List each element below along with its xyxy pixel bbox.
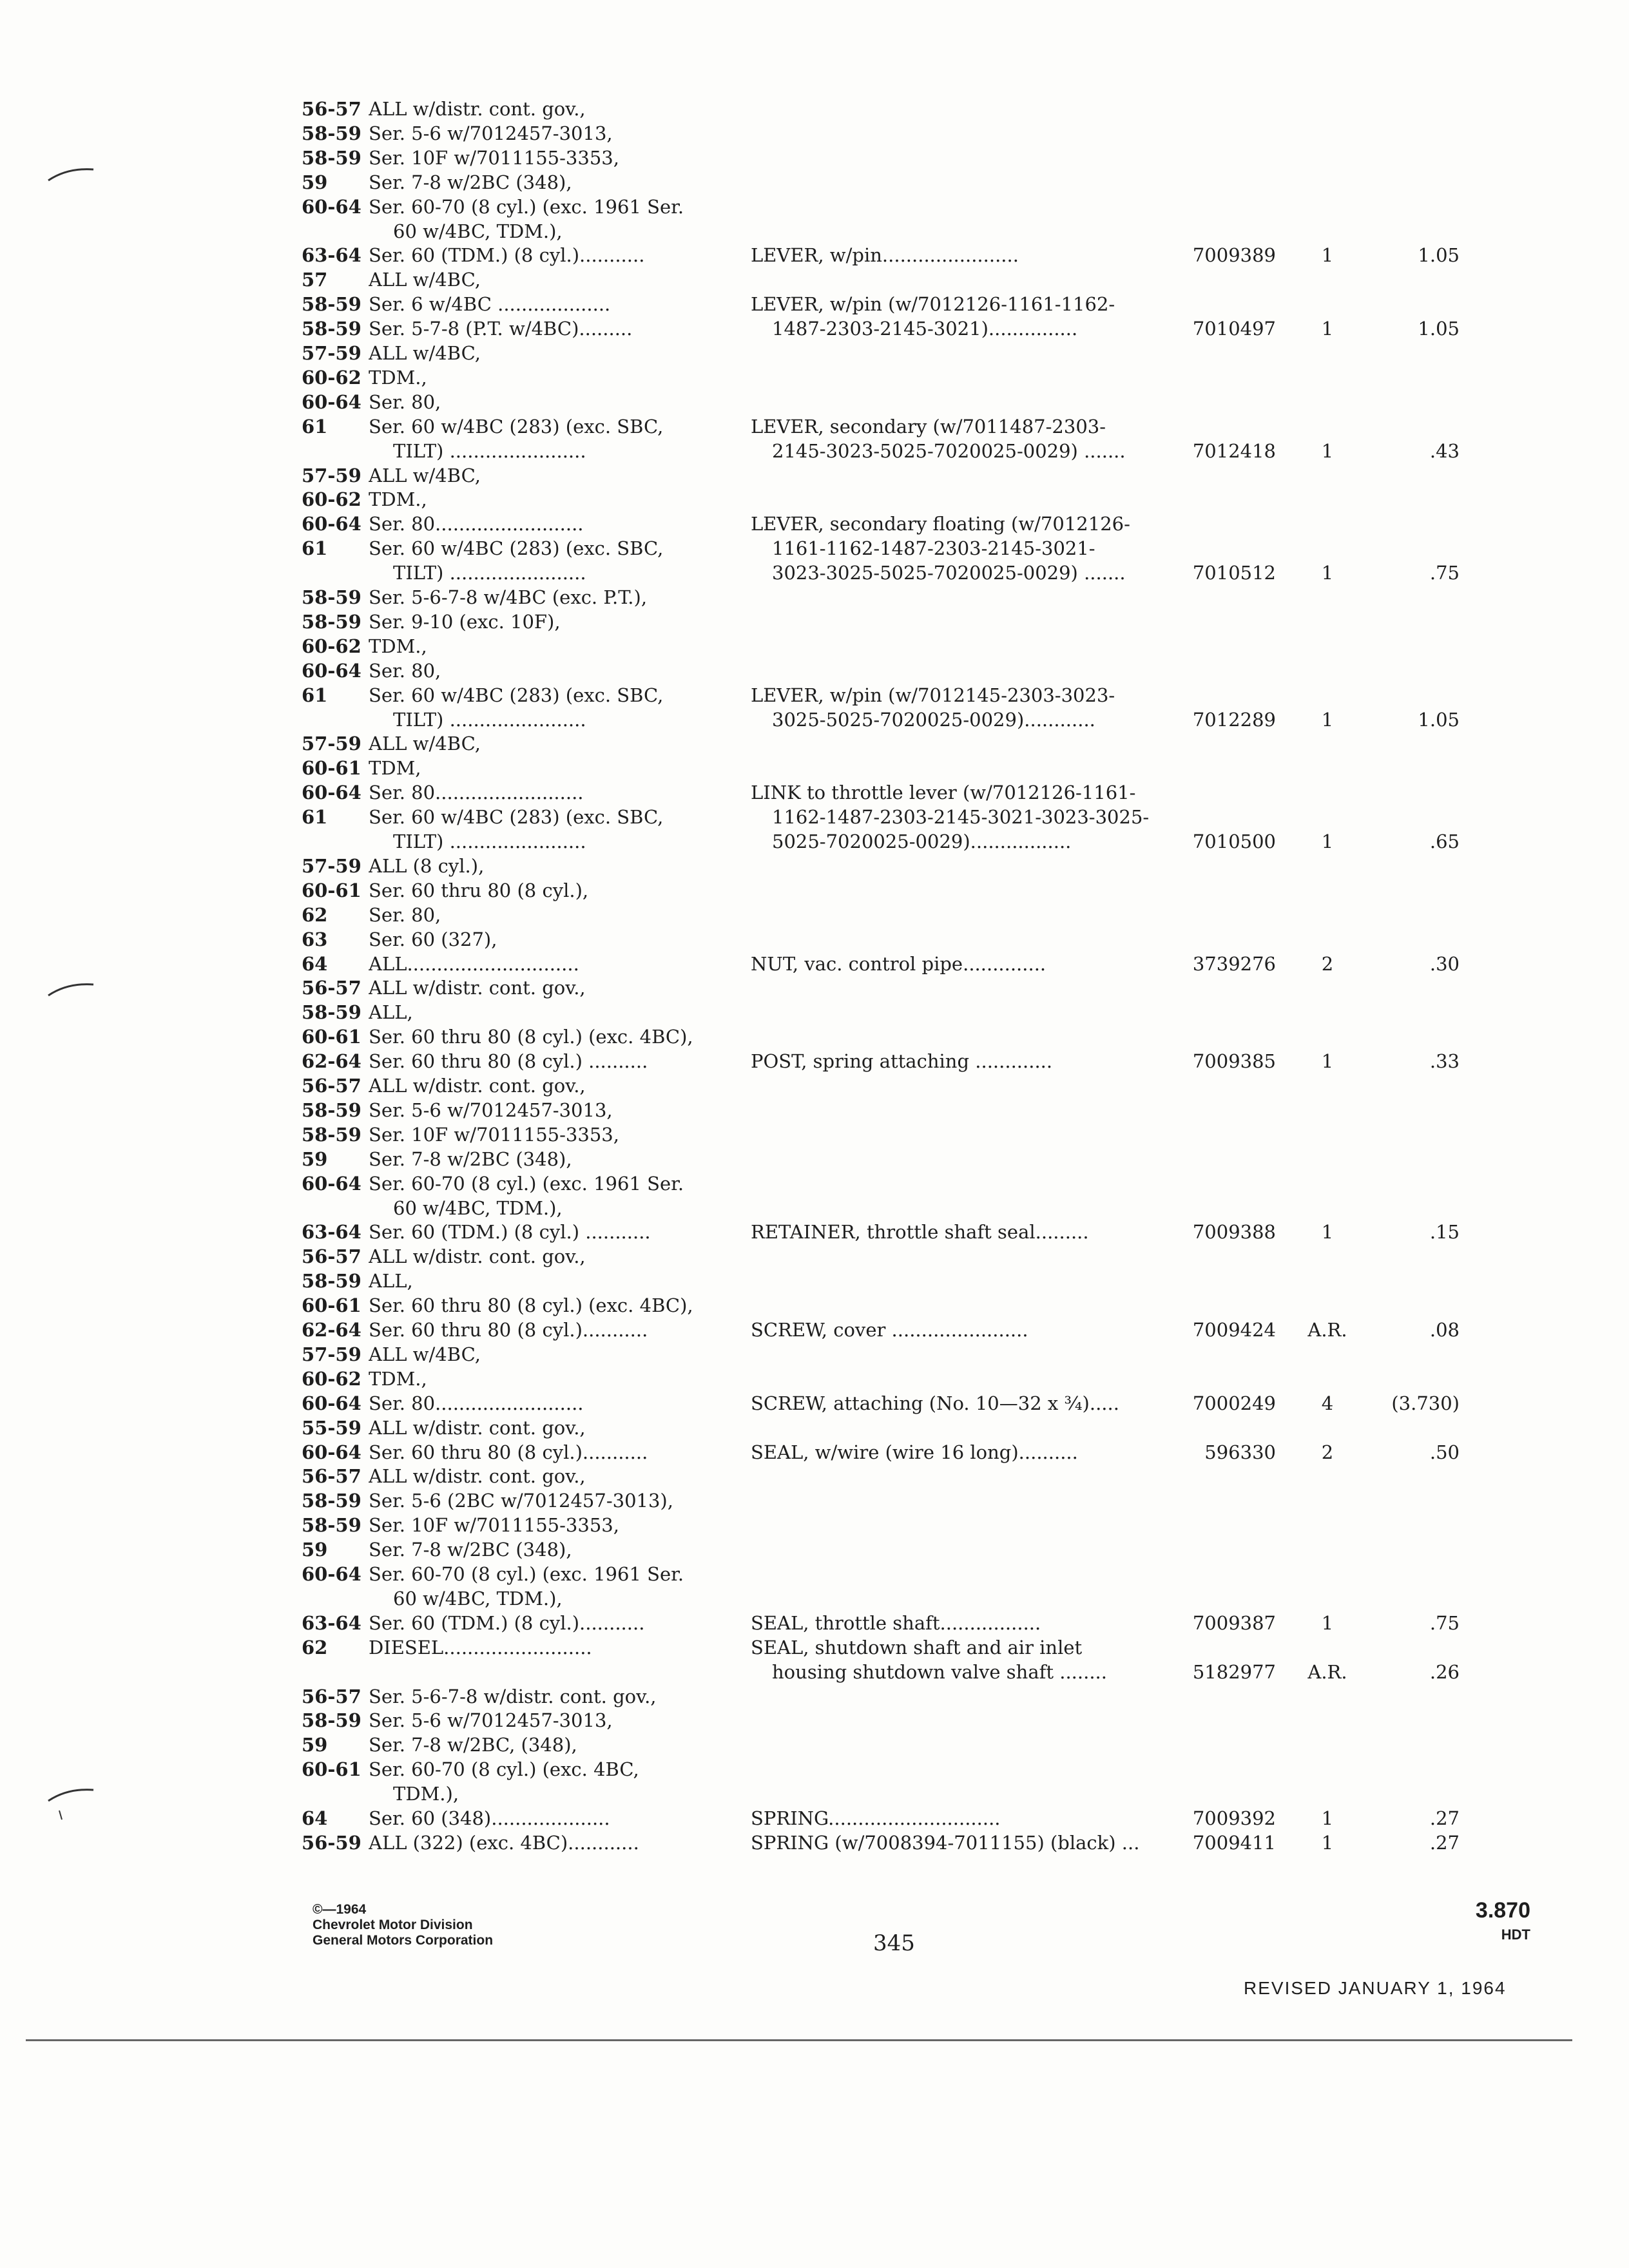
part-description: SEAL, throttle shaft................. <box>751 1611 1041 1634</box>
application: Ser. 60 thru 80 (8 cyl.)........... <box>369 1319 648 1341</box>
model-year: 60-61 <box>302 879 361 901</box>
model-year: 60-64 <box>302 1563 361 1585</box>
part-number: 7009424 <box>1192 1319 1276 1341</box>
quantity: 2 <box>1321 1441 1334 1463</box>
application: Ser. 60 thru 80 (8 cyl.) (exc. 4BC), <box>369 1294 693 1317</box>
application: TDM., <box>369 366 427 389</box>
model-year: 60-61 <box>302 1026 361 1048</box>
price: .33 <box>1429 1050 1460 1073</box>
quantity: A.R. <box>1307 1660 1347 1683</box>
part-description: SEAL, w/wire (wire 16 long).......... <box>751 1441 1078 1463</box>
quantity: 1 <box>1321 1050 1334 1073</box>
application: Ser. 7-8 w/2BC (348), <box>369 171 572 193</box>
application: Ser. 60-70 (8 cyl.) (exc. 4BC, <box>369 1758 639 1781</box>
quantity: 1 <box>1321 708 1334 731</box>
application: ALL............................. <box>369 952 579 975</box>
price: .08 <box>1429 1319 1460 1341</box>
model-year: 60-64 <box>302 513 361 535</box>
part-number: 7012289 <box>1192 708 1276 731</box>
price: .65 <box>1429 831 1460 852</box>
part-description: 5025-7020025-0029)................. <box>772 831 1072 852</box>
model-year: 58-59 <box>302 1270 361 1293</box>
part-number: 7000249 <box>1192 1392 1276 1414</box>
part-description: SPRING (w/7008394-7011155) (black) ... <box>751 1831 1140 1854</box>
model-year: 58-59 <box>302 293 361 316</box>
model-year: 58-59 <box>302 122 361 144</box>
model-year: 60-64 <box>302 390 361 413</box>
application: Ser. 80......................... <box>369 513 584 535</box>
model-year: 60-64 <box>302 1172 361 1195</box>
part-number: 7010497 <box>1192 318 1276 340</box>
model-year: 59 <box>302 1539 328 1561</box>
price: .27 <box>1429 1807 1460 1829</box>
application: Ser. 60 thru 80 (8 cyl.), <box>369 879 589 901</box>
model-year: 60-64 <box>302 195 361 218</box>
application: Ser. 60-70 (8 cyl.) (exc. 1961 Ser. <box>369 195 684 218</box>
quantity: 2 <box>1321 952 1334 975</box>
model-year: 62 <box>302 903 328 926</box>
model-year: 59 <box>302 1734 328 1756</box>
model-year: 58-59 <box>302 1490 361 1512</box>
part-description: 2145-3023-5025-7020025-0029) ....... <box>772 439 1126 462</box>
part-number: 7010500 <box>1192 831 1276 852</box>
part-description: housing shutdown valve shaft ........ <box>772 1660 1107 1683</box>
part-description: POST, spring attaching ............. <box>751 1050 1053 1073</box>
model-year: 58-59 <box>302 1123 361 1146</box>
model-year: 59 <box>302 171 328 193</box>
application: Ser. 80......................... <box>369 1392 584 1414</box>
model-year: 60-62 <box>302 635 361 657</box>
quantity: 1 <box>1321 562 1334 584</box>
application: TDM.), <box>393 1783 459 1805</box>
part-description: 1161-1162-1487-2303-2145-3021- <box>772 537 1095 560</box>
application: Ser. 60 thru 80 (8 cyl.) .......... <box>369 1050 648 1073</box>
application: ALL w/distr. cont. gov., <box>369 1416 586 1439</box>
price: .30 <box>1429 952 1460 975</box>
model-year: 60-61 <box>302 1758 361 1781</box>
application: Ser. 60 thru 80 (8 cyl.) (exc. 4BC), <box>369 1026 693 1048</box>
margin-mark <box>45 979 97 999</box>
model-year: 60-64 <box>302 1392 361 1414</box>
application: TDM, <box>369 757 421 780</box>
application: Ser. 10F w/7011155-3353, <box>369 1123 619 1146</box>
price: .75 <box>1429 1611 1460 1634</box>
part-number: 5182977 <box>1192 1660 1276 1683</box>
quantity: A.R. <box>1307 1319 1347 1341</box>
part-description: LEVER, secondary floating (w/7012126- <box>751 513 1130 535</box>
application: ALL w/distr. cont. gov., <box>369 977 586 999</box>
model-year: 60-64 <box>302 659 361 682</box>
part-description: 1162-1487-2303-2145-3021-3023-3025- <box>772 806 1150 829</box>
application: DIESEL......................... <box>369 1636 592 1658</box>
model-year: 57-59 <box>302 854 361 877</box>
application: Ser. 10F w/7011155-3353, <box>369 146 619 169</box>
model-year: 56-57 <box>302 977 361 999</box>
model-year: 58-59 <box>302 1001 361 1024</box>
bottom-rule <box>26 2039 1572 2041</box>
model-year: 60-61 <box>302 1294 361 1317</box>
application: Ser. 5-6-7-8 w/distr. cont. gov., <box>369 1685 657 1707</box>
part-number: 7009385 <box>1192 1050 1276 1073</box>
model-year: 60-64 <box>302 1441 361 1463</box>
application: ALL w/4BC, <box>369 733 481 755</box>
application: ALL (322) (exc. 4BC)............ <box>369 1831 639 1854</box>
model-year: 57-59 <box>302 733 361 755</box>
price: 1.05 <box>1418 318 1460 340</box>
model-year: 59 <box>302 1148 328 1170</box>
model-year: 56-57 <box>302 98 361 120</box>
application: ALL w/4BC, <box>369 464 481 486</box>
application: ALL w/distr. cont. gov., <box>369 1465 586 1488</box>
model-year: 60-62 <box>302 488 361 511</box>
quantity: 1 <box>1321 439 1334 462</box>
part-number: 7009388 <box>1192 1221 1276 1244</box>
model-year: 60-62 <box>302 366 361 389</box>
application: 60 w/4BC, TDM.), <box>393 220 563 242</box>
price: .75 <box>1429 562 1460 584</box>
application: Ser. 60 w/4BC (283) (exc. SBC, <box>369 537 664 560</box>
price: .27 <box>1429 1831 1460 1854</box>
model-year: 57-59 <box>302 1343 361 1365</box>
revised-date: REVISED JANUARY 1, 1964 <box>1244 1978 1507 1998</box>
application: ALL w/distr. cont. gov., <box>369 98 586 120</box>
model-year: 64 <box>302 1807 328 1829</box>
price: .15 <box>1429 1221 1460 1244</box>
model-year: 62-64 <box>302 1319 361 1341</box>
copyright-line: ©—1964 <box>313 1902 367 1917</box>
model-year: 58-59 <box>302 1709 361 1732</box>
price: 1.05 <box>1418 244 1460 267</box>
part-description: SCREW, cover ....................... <box>751 1319 1028 1341</box>
application: Ser. 80, <box>369 390 441 413</box>
application: Ser. 5-6 w/7012457-3013, <box>369 122 613 144</box>
part-number: 7009387 <box>1192 1611 1276 1634</box>
application: Ser. 7-8 w/2BC, (348), <box>369 1734 577 1756</box>
application: Ser. 60 (348).................... <box>369 1807 610 1829</box>
part-number: 7012418 <box>1192 439 1276 462</box>
application: ALL (8 cyl.), <box>369 854 485 877</box>
quantity: 4 <box>1321 1392 1334 1414</box>
part-number: 3739276 <box>1192 952 1276 975</box>
application: Ser. 6 w/4BC ................... <box>369 293 611 316</box>
application: Ser. 60 (327), <box>369 928 497 950</box>
application: ALL w/distr. cont. gov., <box>369 1075 586 1097</box>
application: ALL w/4BC, <box>369 1343 481 1365</box>
model-year: 58-59 <box>302 146 361 169</box>
model-year: 60-64 <box>302 782 361 804</box>
price: .26 <box>1429 1660 1460 1683</box>
application: ALL w/4BC, <box>369 269 481 291</box>
model-year: 63 <box>302 928 328 950</box>
copyright-block <box>313 1902 493 1948</box>
part-description: SEAL, shutdown shaft and air inlet <box>751 1636 1083 1658</box>
model-year: 61 <box>302 537 328 560</box>
quantity: 1 <box>1321 1831 1334 1854</box>
quantity: 1 <box>1321 244 1334 267</box>
application: TILT) ....................... <box>393 831 586 852</box>
model-year: 56-57 <box>302 1245 361 1268</box>
application: Ser. 60 (TDM.) (8 cyl.)........... <box>369 244 645 267</box>
model-year: 57-59 <box>302 464 361 486</box>
model-year: 56-59 <box>302 1831 361 1854</box>
application: ALL, <box>369 1001 413 1024</box>
model-year: 56-57 <box>302 1685 361 1707</box>
price: 1.05 <box>1418 708 1460 731</box>
part-description: RETAINER, throttle shaft seal......... <box>751 1221 1089 1244</box>
model-year: 57-59 <box>302 342 361 364</box>
application: Ser. 7-8 w/2BC (348), <box>369 1539 572 1561</box>
section-code: HDT <box>1501 1927 1530 1943</box>
model-year: 61 <box>302 806 328 829</box>
application: Ser. 60 (TDM.) (8 cyl.) ........... <box>369 1221 651 1244</box>
page-number: 345 <box>873 1930 915 1956</box>
model-year: 57 <box>302 269 328 291</box>
part-description: SPRING............................. <box>751 1807 1001 1829</box>
application: Ser. 80......................... <box>369 782 584 804</box>
application: TDM., <box>369 635 427 657</box>
quantity: 1 <box>1321 1221 1334 1244</box>
margin-mark <box>45 164 97 184</box>
application: Ser. 7-8 w/2BC (348), <box>369 1148 572 1170</box>
application: Ser. 5-6 (2BC w/7012457-3013), <box>369 1490 673 1512</box>
part-description: LEVER, w/pin (w/7012126-1161-1162- <box>751 293 1115 316</box>
application: Ser. 60 (TDM.) (8 cyl.)........... <box>369 1611 645 1634</box>
application: Ser. 5-6 w/7012457-3013, <box>369 1709 613 1732</box>
application: Ser. 60-70 (8 cyl.) (exc. 1961 Ser. <box>369 1172 684 1195</box>
copyright-line: General Motors Corporation <box>313 1933 494 1948</box>
application: TILT) ....................... <box>393 439 586 462</box>
model-year: 61 <box>302 684 328 706</box>
application: TILT) ....................... <box>393 708 586 731</box>
part-description: 3023-3025-5025-7020025-0029) ....... <box>772 562 1126 584</box>
model-year: 58-59 <box>302 586 361 608</box>
margin-mark <box>45 1785 97 1823</box>
model-year: 63-64 <box>302 244 361 267</box>
application: ALL w/4BC, <box>369 342 481 364</box>
model-year: 56-57 <box>302 1075 361 1097</box>
model-year: 62 <box>302 1636 328 1658</box>
part-description: LEVER, w/pin....................... <box>751 244 1019 267</box>
model-year: 63-64 <box>302 1221 361 1244</box>
application: Ser. 80, <box>369 659 441 682</box>
application: ALL w/distr. cont. gov., <box>369 1245 586 1268</box>
application: Ser. 9-10 (exc. 10F), <box>369 610 561 633</box>
model-year: 58-59 <box>302 1099 361 1121</box>
application: ALL, <box>369 1270 413 1293</box>
price: (3.730) <box>1391 1392 1460 1414</box>
part-description: LINK to throttle lever (w/7012126-1161- <box>751 782 1136 804</box>
part-number: 7009411 <box>1192 1831 1276 1854</box>
application: 60 w/4BC, TDM.), <box>393 1587 563 1610</box>
application: Ser. 10F w/7011155-3353, <box>369 1514 619 1537</box>
part-number: 7010512 <box>1192 562 1276 584</box>
application: Ser. 80, <box>369 903 441 926</box>
application: Ser. 60 w/4BC (283) (exc. SBC, <box>369 806 664 829</box>
application: TILT) ....................... <box>393 562 586 584</box>
copyright-line: Chevrolet Motor Division <box>313 1917 473 1932</box>
application: Ser. 5-6-7-8 w/4BC (exc. P.T.), <box>369 586 648 608</box>
part-number: 596330 <box>1204 1441 1276 1463</box>
model-year: 63-64 <box>302 1611 361 1634</box>
model-year: 58-59 <box>302 1514 361 1537</box>
part-number: 7009392 <box>1192 1807 1276 1829</box>
quantity: 1 <box>1321 1611 1334 1634</box>
quantity: 1 <box>1321 318 1334 340</box>
application: Ser. 5-7-8 (P.T. w/4BC)......... <box>369 318 633 340</box>
price: .50 <box>1429 1441 1460 1463</box>
part-description: 1487-2303-2145-3021)............... <box>772 318 1078 340</box>
model-year: 61 <box>302 415 328 437</box>
application: TDM., <box>369 488 427 511</box>
application: TDM., <box>369 1367 427 1390</box>
application: 60 w/4BC, TDM.), <box>393 1196 563 1219</box>
quantity: 1 <box>1321 831 1334 852</box>
application: Ser. 60 w/4BC (283) (exc. SBC, <box>369 415 664 437</box>
part-description: LEVER, w/pin (w/7012145-2303-3023- <box>751 684 1115 706</box>
part-description: 3025-5025-7020025-0029)............ <box>772 708 1095 731</box>
model-year: 58-59 <box>302 318 361 340</box>
model-year: 58-59 <box>302 610 361 633</box>
quantity: 1 <box>1321 1807 1334 1829</box>
application: Ser. 60 w/4BC (283) (exc. SBC, <box>369 684 664 706</box>
part-number: 7009389 <box>1192 244 1276 267</box>
model-year: 64 <box>302 952 328 975</box>
model-year: 56-57 <box>302 1465 361 1488</box>
application: Ser. 60 thru 80 (8 cyl.)........... <box>369 1441 648 1463</box>
application: Ser. 60-70 (8 cyl.) (exc. 1961 Ser. <box>369 1563 684 1585</box>
application: Ser. 5-6 w/7012457-3013, <box>369 1099 613 1121</box>
part-description: SCREW, attaching (No. 10—32 x ¾)..... <box>751 1392 1119 1414</box>
model-year: 62-64 <box>302 1050 361 1073</box>
model-year: 55-59 <box>302 1416 361 1439</box>
part-description: LEVER, secondary (w/7011487-2303- <box>751 415 1106 437</box>
model-year: 60-61 <box>302 757 361 780</box>
section-number: 3.870 <box>1475 1898 1530 1923</box>
model-year: 60-62 <box>302 1367 361 1390</box>
price: .43 <box>1429 439 1460 462</box>
part-description: NUT, vac. control pipe.............. <box>751 952 1046 975</box>
